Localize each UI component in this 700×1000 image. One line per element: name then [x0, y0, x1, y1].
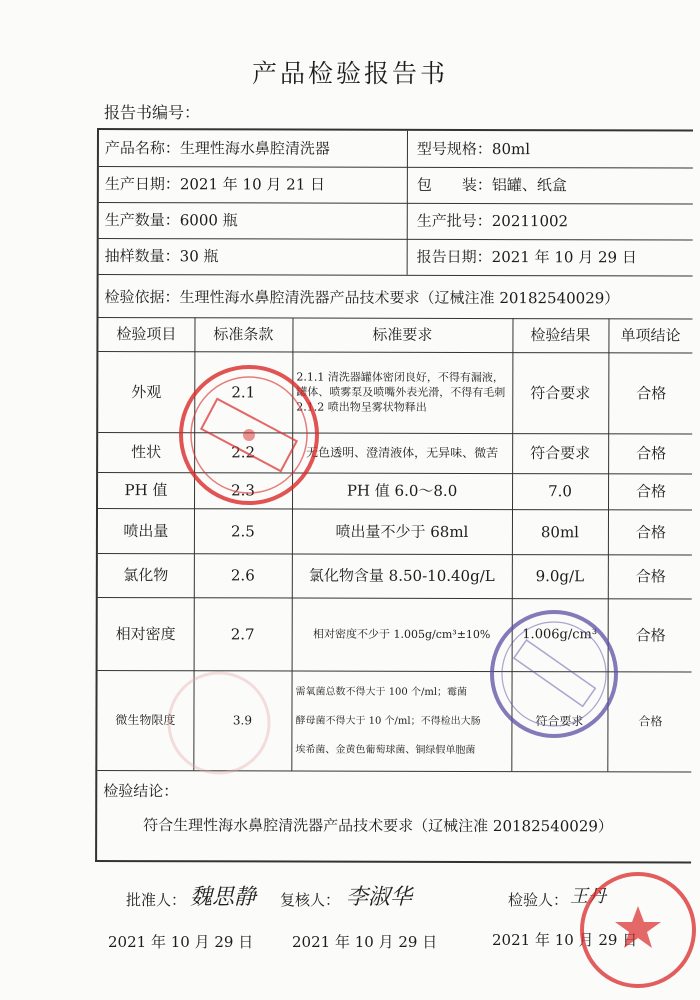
table-row-item: 性状 [131, 443, 162, 462]
table-row-requirement: 2.1.1 清洗器罐体密闭良好，不得有漏液，罐体、喷雾泵及喷嘴外表光滑，不得有毛刺 2.1.2 喷出物呈雾状物释出 [296, 370, 506, 414]
production-quantity: 生产数量：6000 瓶 [104, 211, 238, 230]
conclusion-text: 符合生理性海水鼻腔清洗器产品技术要求（辽械注准 20182540029） [143, 816, 613, 836]
table-row-requirement: 喷出量不少于 68ml [335, 522, 469, 541]
product-name: 产品名称：生理性海水鼻腔清洗器 [104, 139, 330, 158]
reviewer-signature: 李淑华 [346, 885, 413, 910]
company-seal-red [578, 868, 698, 996]
header-item: 检验项目 [116, 325, 177, 344]
table-row-result: 9.0g/L [535, 567, 585, 586]
table-row-clause: 2.7 [230, 624, 255, 643]
divider [99, 166, 693, 169]
table-row-clause: 2.5 [230, 521, 255, 540]
batch-number: 生产批号：20211002 [416, 211, 569, 231]
packaging: 包 装：铝罐、纸盒 [416, 175, 567, 195]
inspection-basis: 检验依据：生理性海水鼻腔清洗器产品技术要求（辽械注准 20182540029） [104, 288, 620, 308]
table-row-verdict: 合格 [635, 567, 666, 586]
sample-quantity: 抽样数量：30 瓶 [104, 247, 219, 266]
header-verdict: 单项结论 [620, 326, 681, 345]
table-row-item: 氯化物 [123, 566, 169, 585]
divider [407, 131, 408, 275]
reviewer-label: 复核人： [280, 891, 341, 909]
approver-date: 2021 年 10 月 29 日 [108, 933, 254, 951]
approver-signature: 魏思静 [190, 885, 257, 910]
inspection-seal-purple [486, 606, 622, 742]
table-row-clause: 2.1 [231, 382, 256, 401]
header-result: 检验结果 [530, 326, 591, 345]
table-row-requirement: 氯化物含量 8.50-10.40g/L [308, 566, 495, 586]
table-row-requirement: 需氧菌总数不得大于 100 个/ml；霉菌 酵母菌不得大于 10 个/ml；不得检出大肠 埃希菌、金黄色葡萄球菌、铜绿假单胞菌 [295, 686, 481, 756]
table-row-item: 外观 [131, 382, 162, 401]
table-row-item: 喷出量 [123, 521, 169, 540]
report-number-label: 报告书编号： [104, 103, 201, 122]
approver-label: 批准人： [126, 891, 187, 909]
table-row-requirement: 相对密度不少于 1.005g/cm³±10% [312, 627, 491, 641]
inspector-label: 检验人： [508, 891, 569, 909]
table-row-requirement: PH 值 6.0～8.0 [346, 481, 458, 500]
table-row-verdict: 合格 [636, 383, 667, 402]
table-row-verdict: 合格 [635, 625, 666, 644]
reviewer-date: 2021 年 10 月 29 日 [292, 933, 438, 951]
table-row-clause: 2.3 [231, 481, 255, 500]
table-row-item: 相对密度 [115, 624, 176, 643]
table-row-clause: 2.6 [230, 566, 255, 585]
production-date: 生产日期：2021 年 10 月 21 日 [104, 175, 326, 194]
table-row-verdict: 合格 [638, 714, 663, 729]
divider [99, 202, 693, 205]
table-row-clause: 2.2 [231, 443, 256, 462]
table-row-verdict: 合格 [636, 482, 667, 501]
table-row-result: 符合要求 [530, 444, 591, 463]
table-row-item: PH 值 [124, 481, 168, 500]
table-row-result: 7.0 [548, 482, 572, 501]
table-row-clause: 3.9 [232, 713, 253, 728]
table-row-verdict: 合格 [635, 522, 666, 541]
table-row-requirement: 无色透明、澄清液体，无异味、微苦 [306, 445, 499, 460]
table-row-item: 微生物限度 [115, 713, 176, 728]
table-row-verdict: 合格 [636, 444, 667, 463]
conclusion-label: 检验结论： [103, 782, 179, 801]
table-row-result: 符合要求 [530, 383, 591, 402]
table-row-result: 1.006g/cm³ [522, 626, 598, 642]
inspector-date: 2021 年 10 月 29 日 [492, 931, 638, 949]
divider [99, 274, 693, 277]
header-clause: 标准条款 [213, 325, 274, 344]
report-date: 报告日期：2021 年 10 月 29 日 [416, 247, 637, 267]
model-spec: 型号规格：80ml [416, 139, 531, 159]
inspection-seal-red [174, 360, 324, 510]
conclusion-section [97, 770, 693, 866]
inspector-signature: 王丹 [570, 886, 606, 907]
table-row-result: 符合要求 [535, 714, 584, 729]
header-requirement: 标准要求 [372, 325, 433, 344]
faint-seal [164, 668, 274, 778]
divider [99, 238, 693, 241]
page-title: 产品检验报告书 [251, 59, 448, 88]
table-row-result: 80ml [540, 522, 580, 541]
